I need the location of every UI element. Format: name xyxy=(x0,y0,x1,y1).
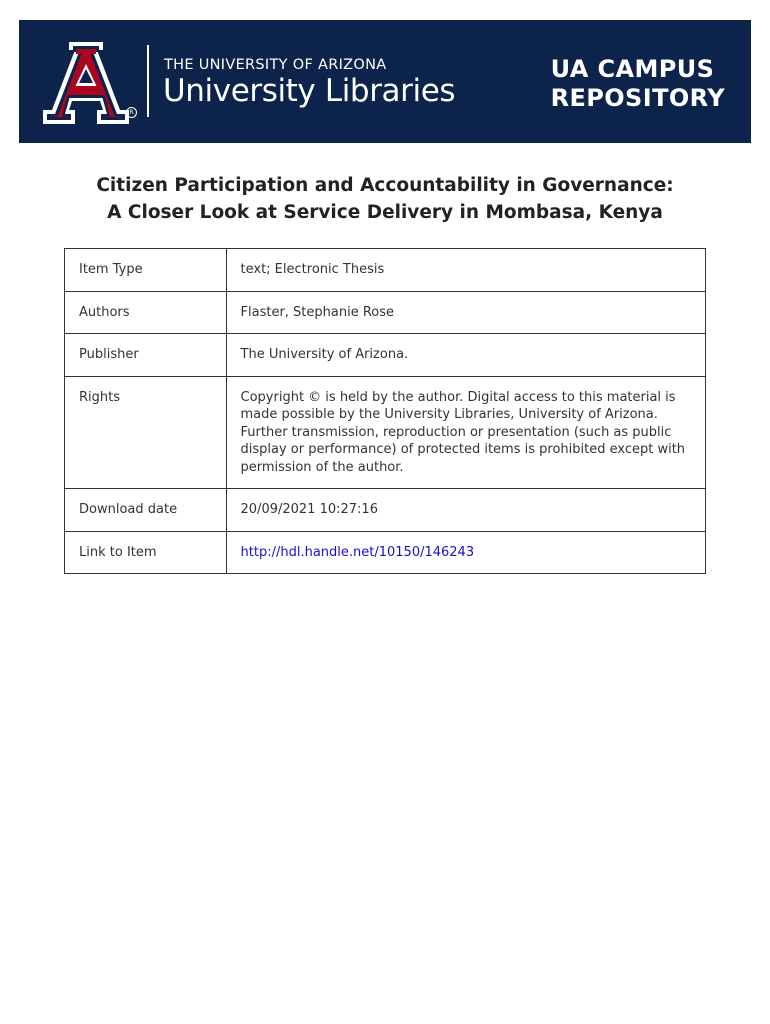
block-a-logo-icon xyxy=(43,42,129,124)
table-row xyxy=(65,334,706,377)
link-cell xyxy=(226,531,705,574)
table-row xyxy=(65,249,706,292)
row-label: Publisher xyxy=(65,334,227,377)
registered-mark-icon: R xyxy=(126,107,137,118)
row-label: Download date xyxy=(65,489,227,532)
row-label: Item Type xyxy=(65,249,227,292)
table-row xyxy=(65,291,706,334)
repository-name: UA CAMPUS REPOSITORY xyxy=(550,55,725,112)
row-label: Link to Item xyxy=(65,531,227,574)
item-link[interactable]: http://hdl.handle.net/10150/146243 xyxy=(240,544,475,560)
university-name: THE UNIVERSITY OF ARIZONA xyxy=(164,57,387,73)
row-label: Rights xyxy=(65,376,227,489)
table-row xyxy=(65,531,706,574)
title-line-2: A Closer Look at Service Delivery in Mombasa, Kenya xyxy=(107,202,663,223)
item-type-value: text; Electronic Thesis xyxy=(226,249,705,292)
table-row xyxy=(65,489,706,532)
university-logo xyxy=(43,42,135,124)
libraries-name: University Libraries xyxy=(163,73,456,109)
title-line-1: Citizen Participation and Accountability in Governance: xyxy=(96,175,674,196)
publisher-value: The University of Arizona. xyxy=(226,334,705,377)
banner-divider xyxy=(147,45,149,117)
metadata-table xyxy=(64,248,706,574)
download-date-value: 20/09/2021 10:27:16 xyxy=(226,489,705,532)
repository-banner xyxy=(19,20,751,143)
table-row xyxy=(65,376,706,489)
document-title xyxy=(40,172,730,226)
authors-value: Flaster, Stephanie Rose xyxy=(226,291,705,334)
rights-value: Copyright © is held by the author. Digital access to this material is made possible by the University Libraries, University of Arizona. Further transmission, reproduction or presentation (such as public display or performance) of protected items is prohibited except with permission of the author. xyxy=(226,376,705,489)
row-label: Authors xyxy=(65,291,227,334)
